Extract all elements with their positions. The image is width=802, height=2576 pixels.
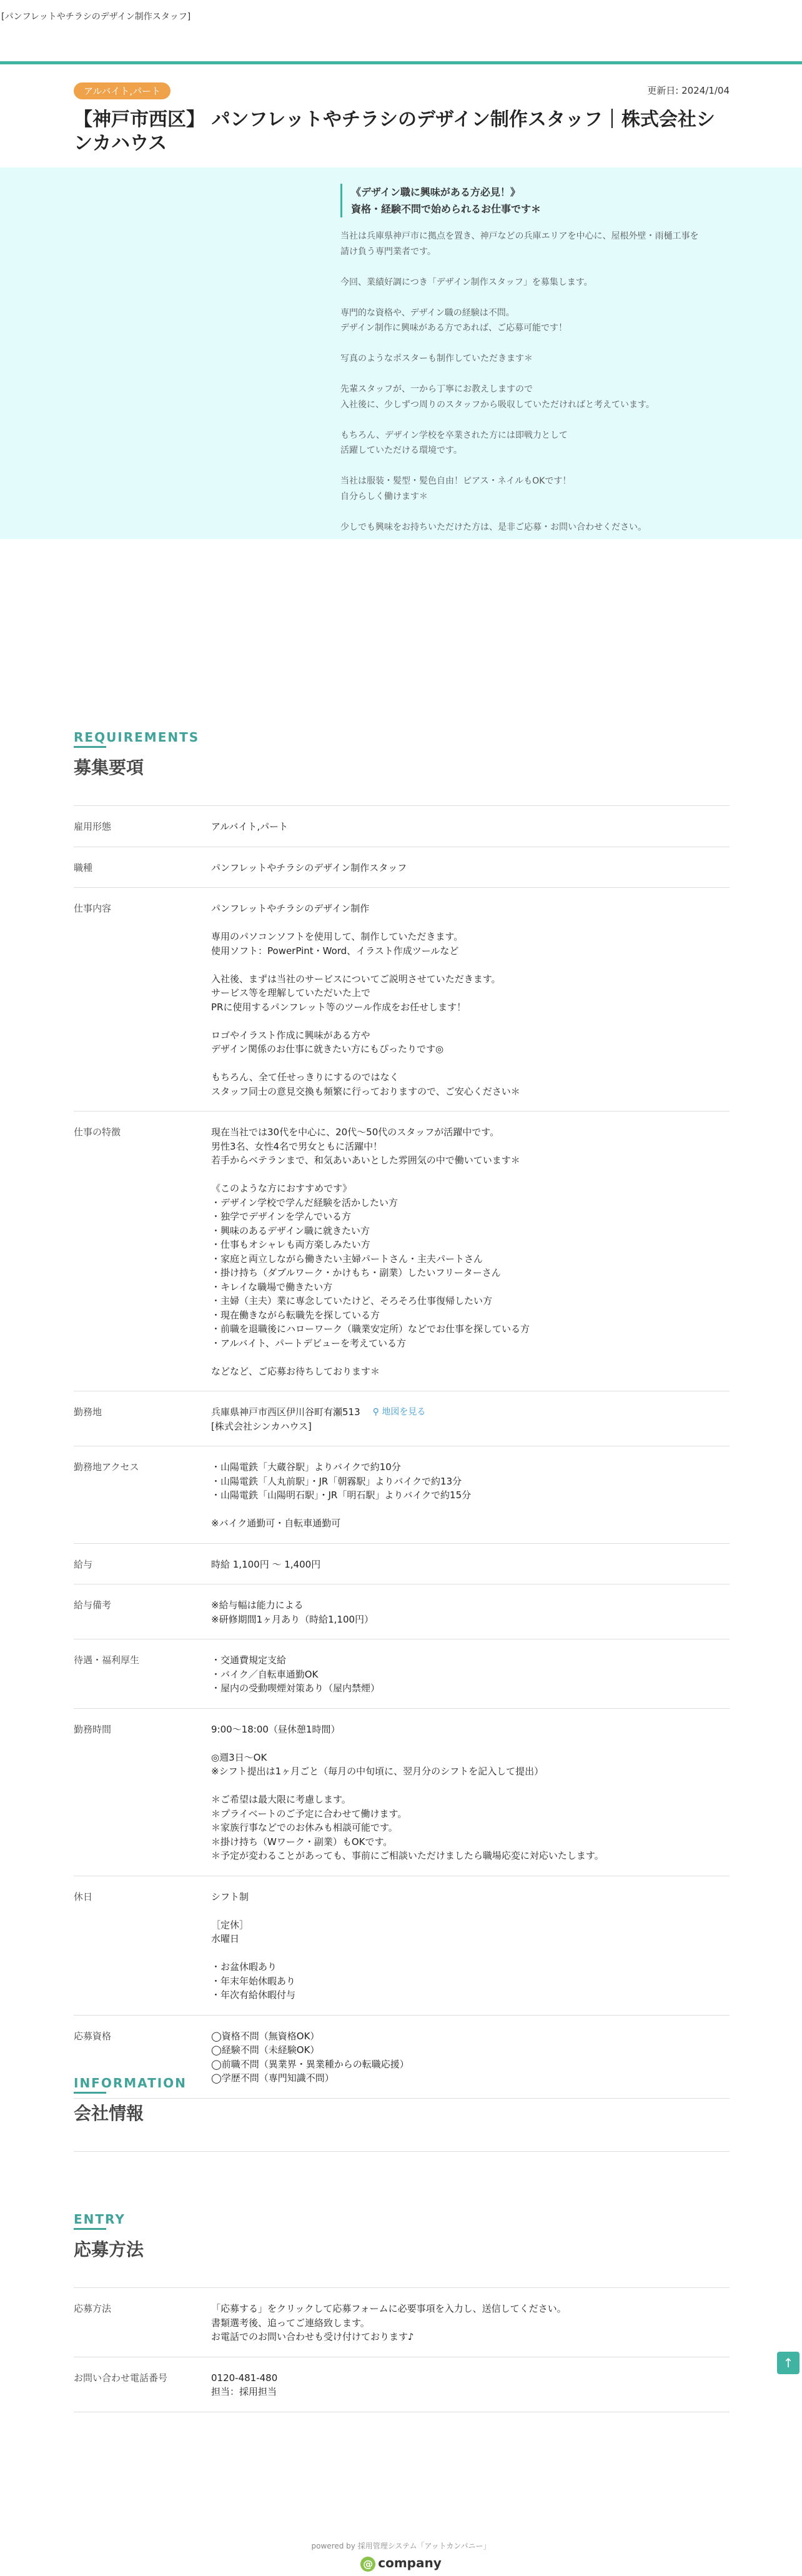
table-row — [74, 1446, 730, 1544]
row-label: 勤務地アクセス — [74, 1461, 139, 1473]
row-label: 職種 — [74, 862, 93, 873]
information-section — [74, 2076, 730, 2152]
catch-line-2: 資格・経験不問で始められるお仕事です＊ — [351, 203, 542, 216]
table-row — [74, 888, 730, 1111]
heading-underline — [74, 2228, 106, 2230]
row-label: 勤務地 — [74, 1406, 102, 1418]
map-link[interactable] — [373, 1405, 426, 1433]
entry-heading: 応募方法 — [74, 2239, 144, 2260]
footer-logo[interactable] — [0, 2555, 802, 2572]
table-row — [74, 1111, 730, 1391]
table-row — [74, 1876, 730, 2016]
table-row — [74, 2357, 730, 2412]
requirements-section — [74, 730, 730, 2099]
entry-section — [74, 2212, 730, 2412]
hero-text — [340, 184, 728, 535]
hero-section — [0, 167, 802, 539]
row-label: 応募方法 — [74, 2303, 112, 2314]
row-label: 待遇・福利厚生 — [74, 1654, 140, 1666]
catch-copy — [340, 184, 728, 217]
row-label: 雇用形態 — [74, 821, 112, 832]
heading-underline — [74, 746, 106, 748]
row-value: パンフレットやチラシのデザイン制作スタッフ — [211, 862, 407, 873]
table-row — [74, 1584, 730, 1639]
table-row — [74, 1391, 730, 1446]
information-heading: 会社情報 — [74, 2103, 144, 2124]
row-label: お問い合わせ電話番号 — [74, 2372, 168, 2384]
job-header — [74, 82, 730, 155]
hero-description: 当社は兵庫県神戸市に拠点を置き、神戸などの兵庫エリアを中心に、屋根外壁・雨樋工事を 請け負う専門業者です。 今回、業績好調につき「デザイン制作スタッフ」を募集します。 専門的な資格や、デザイン職の経験は不問。 デザイン制作に興味がある方であれば、ご応募可能です！ 写真のようなポスターも制作していただきます＊ 先輩スタッフが、一から丁寧にお教えしますので 入社後に、少しずつ周りのスタッフから吸収していただければと考えています。 もちろん、デザイン学校を卒業された方には即戦力として 活躍していただける環境です。 当社は服装・髪型・髪色自由！ピアス・ネイルもOKです！ 自分らしく働けます＊ 少しでも興味をお持ちいただけた方は、是非ご応募・お問い合わせください。 — [340, 231, 699, 532]
row-value: 現在当社では30代を中心に、20代〜50代のスタッフが活躍中です。 男性3名、女性4名で男女ともに活躍中！ 若手からベテランまで、和気あいあいとした雰囲気の中で働いています＊ 《このような方におすすめです》 ・デザイン学校で学んだ経験を活かしたい方 ・独学でデザインを学んでいる方 ・興味のあるデザイン職に就きたい方 ・仕事もオシャレも両方楽しみたい方 ・家庭と両立しながら働きたい主婦パートさん・主夫パートさん ・掛け持ち（ダブルワーク・かけもち・副業）したいフリーターさん ・キレイな職場で働きたい方 ・主婦（主夫）業に専念していたけど、そろそろ仕事復帰したい方 ・現在働きながら転職先を探している方 ・前職を退職後にハローワーク（職業安定所）などでお仕事を探している方 ・アルバイト、パートデビューを考えている方 などなど、ご応募お待ちしております＊ — [211, 1126, 530, 1377]
divider — [74, 2151, 730, 2152]
row-value: 「応募する」をクリックして応募フォームに必要事項を入力し、送信してください。 書類選考後、追ってご連絡致します。 お電話でのお問い合わせも受け付けております♪ — [211, 2303, 567, 2342]
table-row — [74, 806, 730, 847]
footer-logo-text: company — [378, 2555, 442, 2570]
entry-table — [74, 2287, 730, 2412]
row-value: 時給 1,100円 〜 1,400円 — [211, 1558, 321, 1570]
table-row — [74, 1544, 730, 1585]
scroll-to-top-button[interactable] — [777, 2352, 800, 2374]
information-heading-en: INFORMATION — [74, 2076, 187, 2091]
row-value: 0120-481-480 担当：採用担当 — [211, 2372, 278, 2397]
map-pin-icon: ⚲ — [372, 1407, 379, 1417]
footer-powered-by: powered by 採用管理システム「アットカンパニー」 — [311, 2542, 491, 2550]
row-value: ◯資格不問（無資格OK） ◯経験不問（未経験OK） ◯前職不問（異業界・異業種からの転職応援） ◯学歴不問（専門知識不問） — [211, 2030, 409, 2084]
entry-heading-en: ENTRY — [74, 2212, 126, 2227]
heading-underline — [74, 2092, 106, 2094]
row-label: 勤務時間 — [74, 1723, 112, 1735]
location-cell — [211, 1405, 425, 1433]
table-row — [74, 1639, 730, 1709]
row-label: 給与備考 — [74, 1599, 112, 1611]
row-label: 応募資格 — [74, 2030, 112, 2042]
table-row — [74, 2288, 730, 2357]
employment-badge: アルバイト,パート — [74, 82, 171, 99]
job-title: 【神戸市西区】 パンフレットやチラシのデザイン制作スタッフ｜株式会社シンカハウス — [74, 109, 715, 154]
row-value: ・山陽電鉄「大蔵谷駅」よりバイクで約10分 ・山陽電鉄「人丸前駅」・JR「朝霧駅」よりバイクで約13分 ・山陽電鉄「山陽明石駅」・JR「明石駅」よりバイクで約15分 ※バイク通勤可・自転車通勤可 — [211, 1461, 472, 1529]
requirements-heading-en: REQUIREMENTS — [74, 730, 200, 745]
arrow-up-icon: ↑ — [783, 2355, 794, 2370]
updated-date: 更新日: 2024/1/04 — [647, 85, 730, 96]
map-link-label: 地図を見る — [382, 1407, 426, 1417]
table-row — [74, 1709, 730, 1876]
row-label: 仕事内容 — [74, 903, 112, 914]
row-value: 9:00〜18:00（昼休憩1時間） ◎週3日〜OK ※シフト提出は1ヶ月ごと（毎月の中旬頃に、翌月分のシフトを記入して提出） ＊ご希望は最大限に考慮します。 ＊プライベートのご予定に合わせて働けます。 ＊家族行事などでのお休みも相談可能です。 ＊掛け持ち（Wワーク・副業）もOKです。 ＊予定が変わることがあっても、事前にご相談いただけましたら職場応変に対応いたします。 — [211, 1723, 604, 1861]
row-value: ・交通費規定支給 ・バイク／自転車通勤OK ・屋内の受動喫煙対策あり（屋内禁煙） — [211, 1654, 380, 1694]
requirements-table — [74, 805, 730, 2099]
table-row — [74, 847, 730, 888]
row-value: パンフレットやチラシのデザイン制作 専用のパソコンソフトを使用して、制作していただきます。 使用ソフト：PowerPint・Word、イラスト作成ツールなど 入社後、まずは当社のサービスについてご説明させていただきます。 サービス等を理解していただいた上で PRに使用するパンフレット等のツール作成をお任せします！ ロゴやイラスト作成に興味がある方や デザイン関係のお仕事に就きたい方にもぴったりです◎ もちろん、全て任せっきりにするのではなく スタッフ同士の意見交換も頻繁に行っておりますので、ご安心ください＊ — [211, 903, 520, 1097]
company-logo-icon: @ — [360, 2557, 375, 2572]
row-label: 仕事の特徴 — [74, 1126, 121, 1138]
catch-line-1: 《デザイン職に興味がある方必見！》 — [351, 186, 520, 198]
row-label: 休日 — [74, 1891, 93, 1902]
row-value: ※給与幅は能力による ※研修期間1ヶ月あり（時給1,100円） — [211, 1599, 374, 1625]
top-accent-line — [0, 61, 802, 64]
requirements-heading: 募集要項 — [74, 757, 144, 778]
row-value: 兵庫県神戸市西区伊川谷町有瀬513 [株式会社シンカハウス] — [211, 1406, 360, 1432]
page-top-title: [パンフレットやチラシのデザイン制作スタッフ] — [1, 12, 191, 22]
row-value: アルバイト,パート — [211, 821, 289, 832]
row-value: シフト制 ［定休］ 水曜日 ・お盆休暇あり ・年末年始休暇あり ・年次有給休暇付与 — [211, 1891, 296, 2001]
row-label: 給与 — [74, 1558, 93, 1570]
